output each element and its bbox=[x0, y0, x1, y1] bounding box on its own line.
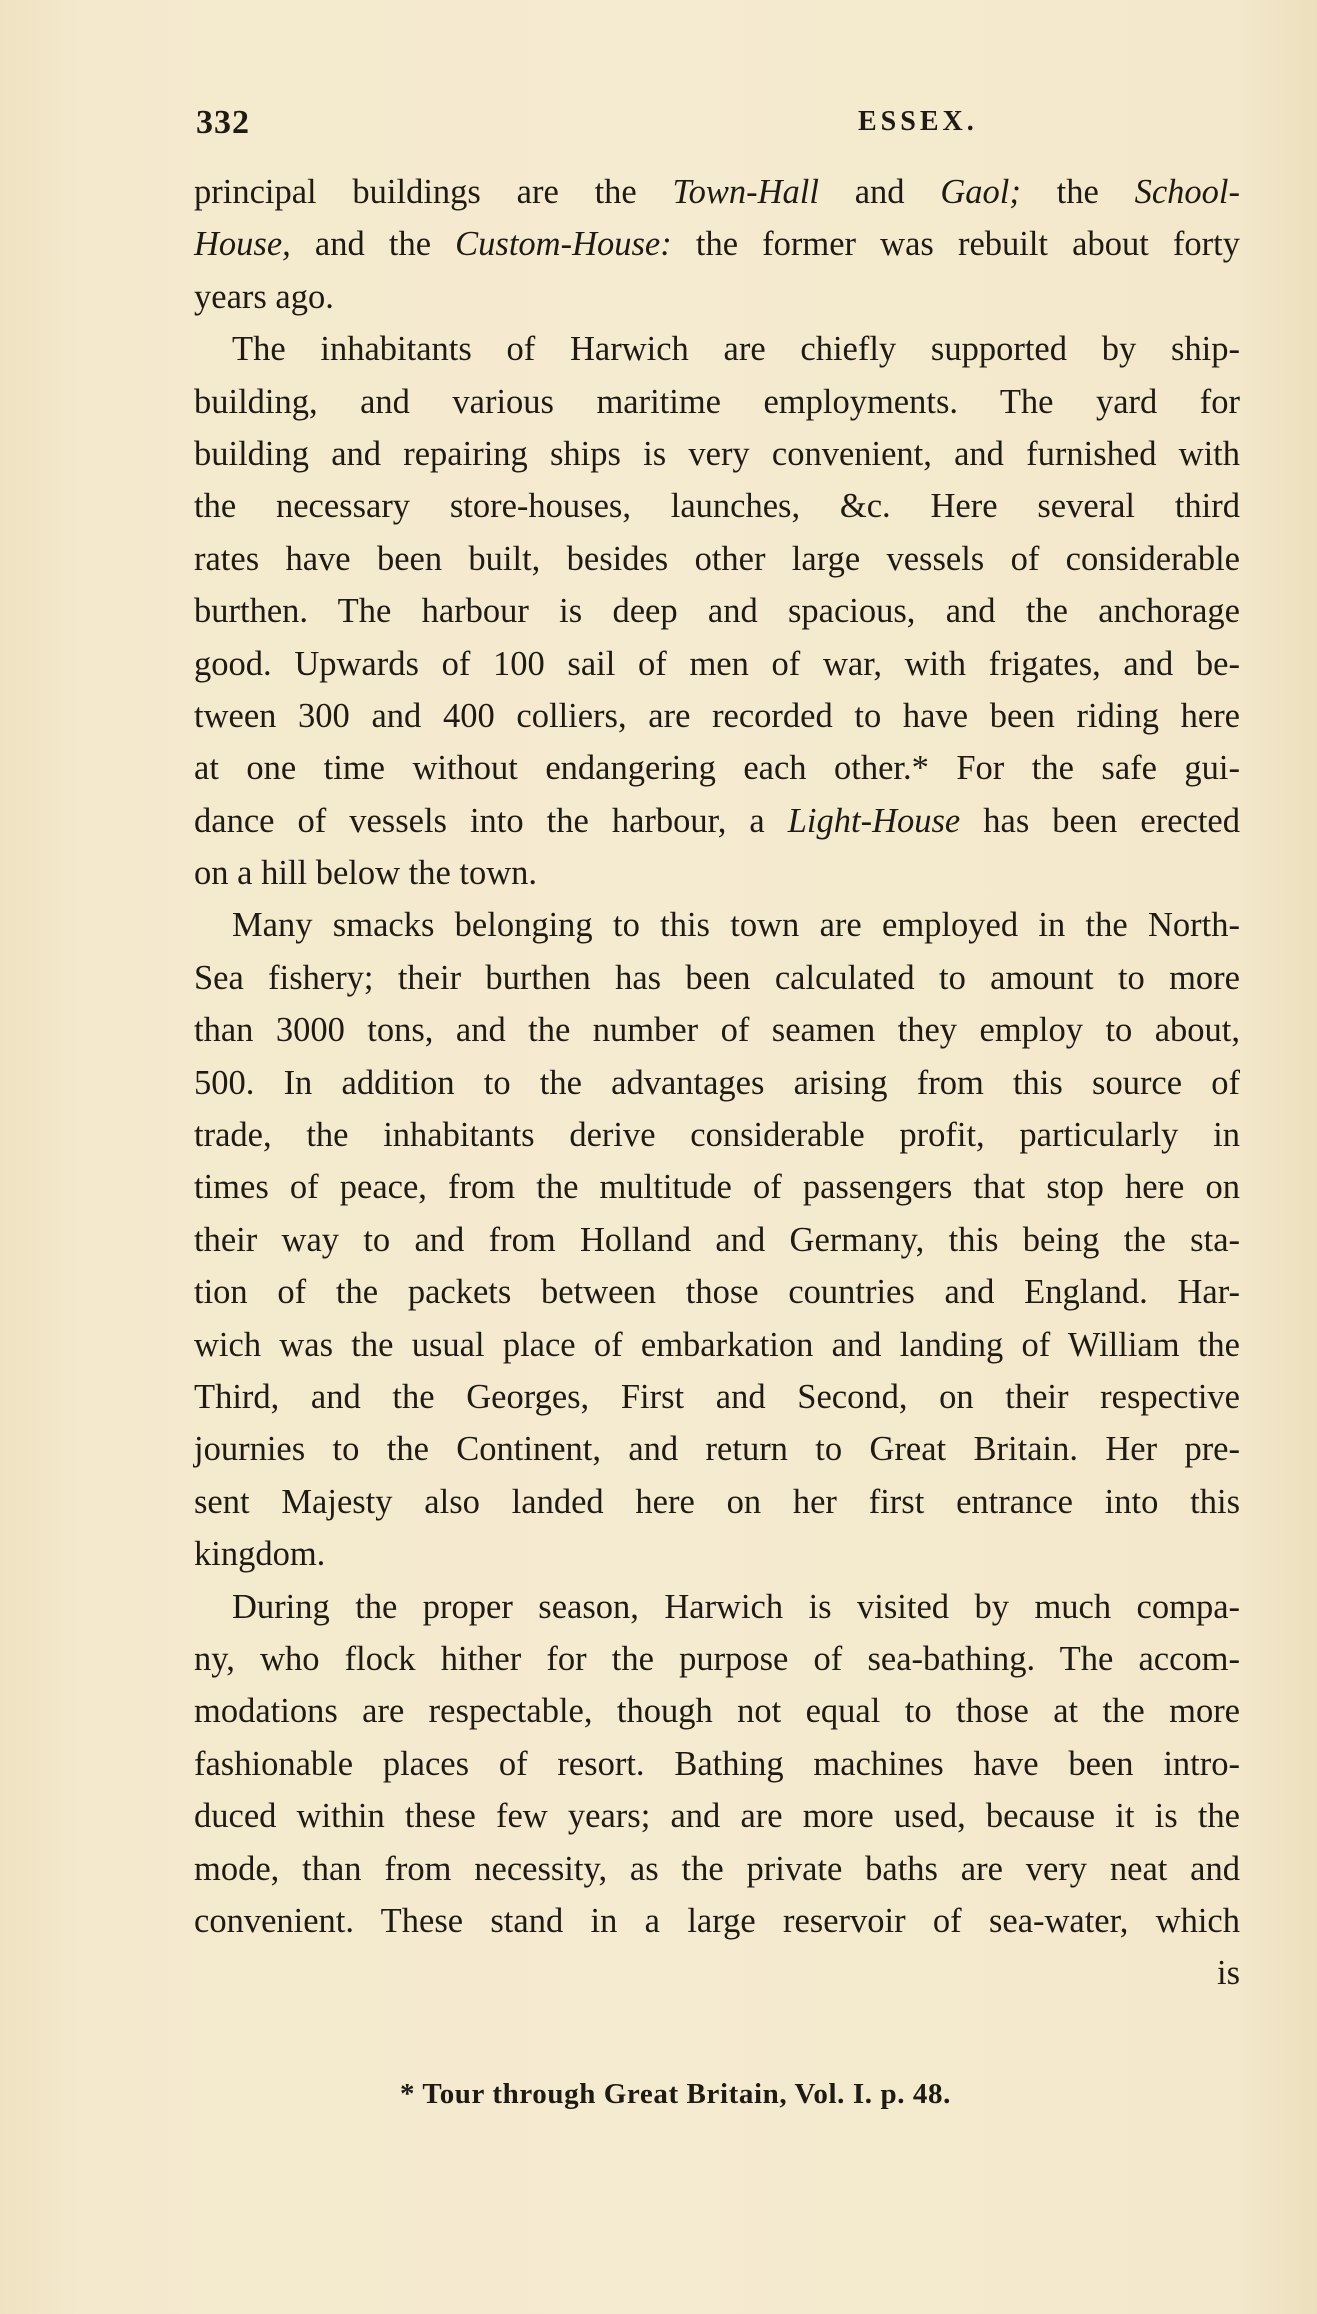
text-line bbox=[194, 1528, 1240, 1580]
italic-term: Gaol; bbox=[940, 173, 1021, 211]
text-segment: on a hill below the town. bbox=[194, 854, 538, 893]
text-segment: The inhabitants of Harwich are chiefly supported by ship- bbox=[232, 330, 1240, 369]
text-segment: mode, than from necessity, as the private baths are very neat and bbox=[194, 1849, 1240, 1888]
text-segment: wich was the usual place of embarkation and landing of William the bbox=[194, 1325, 1240, 1364]
text-line bbox=[194, 1266, 1240, 1318]
text-line bbox=[194, 638, 1240, 690]
text-segment: Third, and the Georges, First and Second, on their respective bbox=[194, 1377, 1240, 1416]
text-line bbox=[194, 585, 1240, 637]
text-line bbox=[194, 533, 1240, 585]
text-line bbox=[194, 1581, 1240, 1633]
text-line bbox=[194, 1633, 1240, 1685]
text-segment: dance of vessels into the harbour, a bbox=[194, 801, 788, 840]
text-line bbox=[194, 428, 1240, 480]
text-line bbox=[194, 1161, 1240, 1213]
text-segment: their way to and from Holland and Germany, this being the sta- bbox=[194, 1220, 1240, 1259]
text-line bbox=[194, 847, 1240, 899]
running-head: ESSEX. bbox=[858, 106, 978, 137]
text-segment: rates have been built, besides other large vessels of considerable bbox=[194, 539, 1240, 578]
text-line bbox=[194, 480, 1240, 532]
text-line bbox=[194, 690, 1240, 742]
text-line bbox=[194, 1004, 1240, 1056]
text-segment: journies to the Continent, and return to Great Britain. Her pre- bbox=[194, 1430, 1240, 1469]
text-segment: modations are respectable, though not equal to those at the more bbox=[194, 1692, 1240, 1731]
text-segment: the bbox=[1020, 173, 1135, 211]
text-segment: duced within these few years; and are more used, because it is the bbox=[194, 1797, 1240, 1836]
text-segment: convenient. These stand in a large reservoir of sea-water, which bbox=[194, 1901, 1240, 1940]
text-line bbox=[194, 899, 1240, 951]
text-line bbox=[194, 1738, 1240, 1790]
text-line bbox=[194, 1790, 1240, 1842]
italic-term: Town-Hall bbox=[672, 173, 819, 211]
body-text bbox=[194, 166, 1240, 2000]
text-segment: During the proper season, Harwich is visited by much compa- bbox=[232, 1587, 1240, 1626]
text-segment: sent Majesty also landed here on her first entrance into this bbox=[194, 1482, 1240, 1521]
text-segment: fashionable places of resort. Bathing machines have been intro- bbox=[194, 1744, 1240, 1783]
text-segment: Many smacks belonging to this town are employed in the North- bbox=[232, 906, 1240, 945]
text-segment: principal buildings are the bbox=[194, 173, 673, 211]
text-line bbox=[194, 1319, 1240, 1371]
text-segment: burthen. The harbour is deep and spacious, and the anchorage bbox=[194, 592, 1240, 631]
text-segment: building and repairing ships is very convenient, and furnished with bbox=[194, 434, 1240, 473]
italic-term: School- bbox=[1134, 173, 1240, 211]
text-line bbox=[194, 1109, 1240, 1161]
text-line bbox=[194, 376, 1240, 428]
italic-term: Custom-House: bbox=[455, 225, 672, 264]
text-segment: building, and various maritime employments. The yard for bbox=[194, 382, 1240, 421]
text-line bbox=[194, 166, 1240, 218]
text-segment: has been erected bbox=[960, 801, 1240, 840]
text-line bbox=[194, 271, 1240, 323]
text-line bbox=[194, 952, 1240, 1004]
text-line bbox=[194, 323, 1240, 375]
text-segment: the former was rebuilt about forty bbox=[671, 225, 1240, 264]
text-line bbox=[194, 1057, 1240, 1109]
text-segment: kingdom. bbox=[194, 1535, 326, 1574]
text-line bbox=[194, 1214, 1240, 1266]
text-segment: years ago. bbox=[194, 277, 334, 316]
text-segment: 500. In addition to the advantages arising from this source of bbox=[194, 1063, 1240, 1102]
italic-term: House, bbox=[194, 225, 291, 264]
text-line bbox=[194, 218, 1240, 270]
text-line bbox=[194, 1895, 1240, 1947]
text-segment: at one time without endangering each other.* For the safe gui- bbox=[194, 749, 1240, 788]
text-segment: and bbox=[818, 173, 941, 211]
text-segment: and the bbox=[290, 225, 456, 264]
italic-term: Light-House bbox=[787, 801, 961, 840]
text-line bbox=[194, 1371, 1240, 1423]
text-segment: is bbox=[1216, 1954, 1240, 1993]
text-segment: tion of the packets between those countries and England. Har- bbox=[194, 1273, 1240, 1312]
page-number: 332 bbox=[196, 104, 250, 141]
text-segment: tween 300 and 400 colliers, are recorded to have been riding here bbox=[194, 696, 1240, 735]
text-segment: ny, who flock hither for the purpose of sea-bathing. The accom- bbox=[194, 1639, 1240, 1678]
text-segment: Sea fishery; their burthen has been calculated to amount to more bbox=[194, 958, 1240, 997]
text-line bbox=[194, 1476, 1240, 1528]
text-segment: trade, the inhabitants derive considerable profit, particularly in bbox=[194, 1116, 1240, 1155]
catchword bbox=[194, 1947, 1240, 1999]
text-segment: the necessary store-houses, launches, &c. Here several third bbox=[194, 487, 1240, 526]
text-line bbox=[194, 742, 1240, 794]
text-line bbox=[194, 1423, 1240, 1475]
text-line bbox=[194, 1685, 1240, 1737]
text-segment: good. Upwards of 100 sail of men of war, with frigates, and be- bbox=[194, 644, 1240, 683]
page-header bbox=[196, 104, 1226, 148]
footnote: * Tour through Great Britain, Vol. I. p. 48. bbox=[400, 2078, 951, 2110]
text-line bbox=[194, 795, 1240, 847]
text-segment: than 3000 tons, and the number of seamen they employ to about, bbox=[194, 1011, 1240, 1050]
text-line bbox=[194, 1843, 1240, 1895]
text-segment: times of peace, from the multitude of passengers that stop here on bbox=[194, 1168, 1240, 1207]
